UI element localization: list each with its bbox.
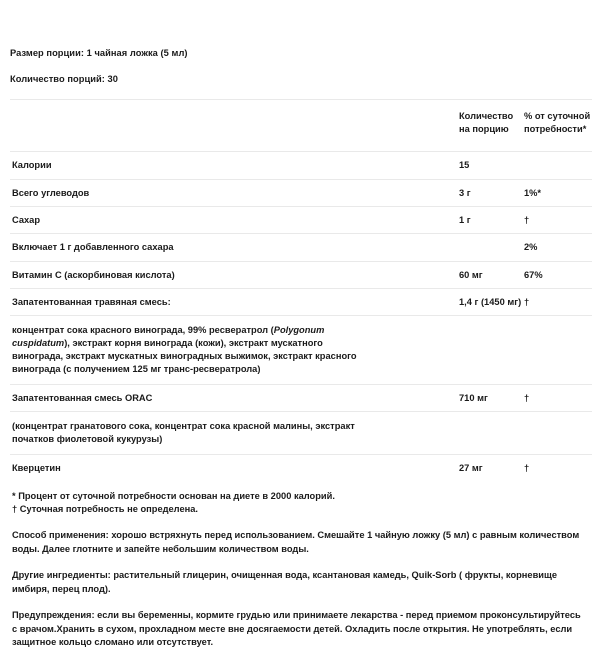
table-body — [10, 152, 592, 481]
row-nutrient-name: (концентрат гранатового сока, концентрат сока красной малины, экстракт початков фиолетовой кукурузы) — [10, 412, 459, 455]
row-daily-value: † — [524, 384, 592, 411]
table-row — [10, 289, 592, 316]
row-amount-per-serving: 15 — [459, 152, 524, 179]
serving-size-line: Размер порции: 1 чайная ложка (5 мл) — [10, 48, 188, 58]
footnote-asterisk: * Процент от суточной потребности основан на диете в 2000 калорий. — [12, 491, 335, 502]
row-daily-value — [524, 152, 592, 179]
footnotes-section — [10, 490, 590, 650]
latin-botanical-name: Polygonum cuspidatum — [12, 325, 325, 349]
table-row — [10, 152, 592, 179]
table-row — [10, 384, 592, 411]
supplement-facts-table — [10, 99, 592, 481]
row-daily-value: † — [524, 454, 592, 481]
row-daily-value: 67% — [524, 261, 592, 288]
row-nutrient-name: Всего углеводов — [10, 179, 459, 206]
row-amount-per-serving: 3 г — [459, 179, 524, 206]
row-amount-per-serving: 710 мг — [459, 384, 524, 411]
table-row — [10, 316, 592, 384]
column-header-nutrient — [10, 100, 459, 152]
table-row — [10, 179, 592, 206]
row-amount-per-serving: 1,4 г (1450 мг) — [459, 289, 524, 316]
table-row — [10, 454, 592, 481]
row-daily-value — [524, 316, 592, 384]
row-daily-value: † — [524, 206, 592, 233]
row-amount-per-serving — [459, 234, 524, 261]
directions-paragraph: Способ применения: хорошо встряхнуть перед использованием. Смешайте 1 чайную ложку (5 мл) с равным количеством воды. Далее глотните и запейте небольшим количеством воды. — [12, 530, 580, 554]
footnote-dagger: † Суточная потребность не определена. — [12, 504, 199, 515]
row-nutrient-name: Запатентованная смесь ORAC — [10, 384, 459, 411]
column-header-daily-value: % от суточной потребности* — [524, 100, 592, 152]
row-amount-per-serving: 1 г — [459, 206, 524, 233]
row-nutrient-name: Включает 1 г добавленного сахара — [10, 234, 459, 261]
row-amount-per-serving — [459, 316, 524, 384]
row-amount-per-serving — [459, 412, 524, 455]
row-daily-value: 1%* — [524, 179, 592, 206]
table-row — [10, 206, 592, 233]
row-daily-value: † — [524, 289, 592, 316]
row-nutrient-name: Кверцетин — [10, 454, 459, 481]
row-nutrient-name: концентрат сока красного винограда, 99% ресвератрол (Polygonum cuspidatum), экстракт корня винограда (кожи), экстракт мускатного винограда, экстракт мускатных виноградных выжимок, экстракт красного винограда (с получением 125 мг транс-ресвератрола) — [10, 316, 459, 384]
table-header-row — [10, 100, 592, 152]
table-header — [10, 100, 592, 152]
row-nutrient-name: Витамин С (аскорбиновая кислота) — [10, 261, 459, 288]
table-row — [10, 261, 592, 288]
servings-per-container-line: Количество порций: 30 — [10, 73, 118, 84]
row-daily-value — [524, 412, 592, 455]
row-nutrient-name: Сахар — [10, 206, 459, 233]
column-header-amount-per-serving: Количество на порцию — [459, 100, 524, 152]
table-row — [10, 412, 592, 455]
row-amount-per-serving: 27 мг — [459, 454, 524, 481]
warnings-paragraph: Предупреждения: если вы беременны, кормите грудью или принимаете лекарства - перед приемом проконсультируйтесь с врачом.Хранить в сухом, прохладном месте вне досягаемости детей. Охладить после открытия. Не употреблять, если защитное кольцо сломано или отсутствует. — [12, 610, 581, 648]
row-nutrient-name: Запатентованная травяная смесь: — [10, 289, 459, 316]
row-amount-per-serving: 60 мг — [459, 261, 524, 288]
table-row — [10, 234, 592, 261]
row-nutrient-name: Калории — [10, 152, 459, 179]
other-ingredients-paragraph: Другие ингредиенты: растительный глицерин, очищенная вода, ксантановая камедь, Quik-Sorb ( фрукты, корневище имбиря, перец плод). — [12, 570, 558, 594]
row-daily-value: 2% — [524, 234, 592, 261]
